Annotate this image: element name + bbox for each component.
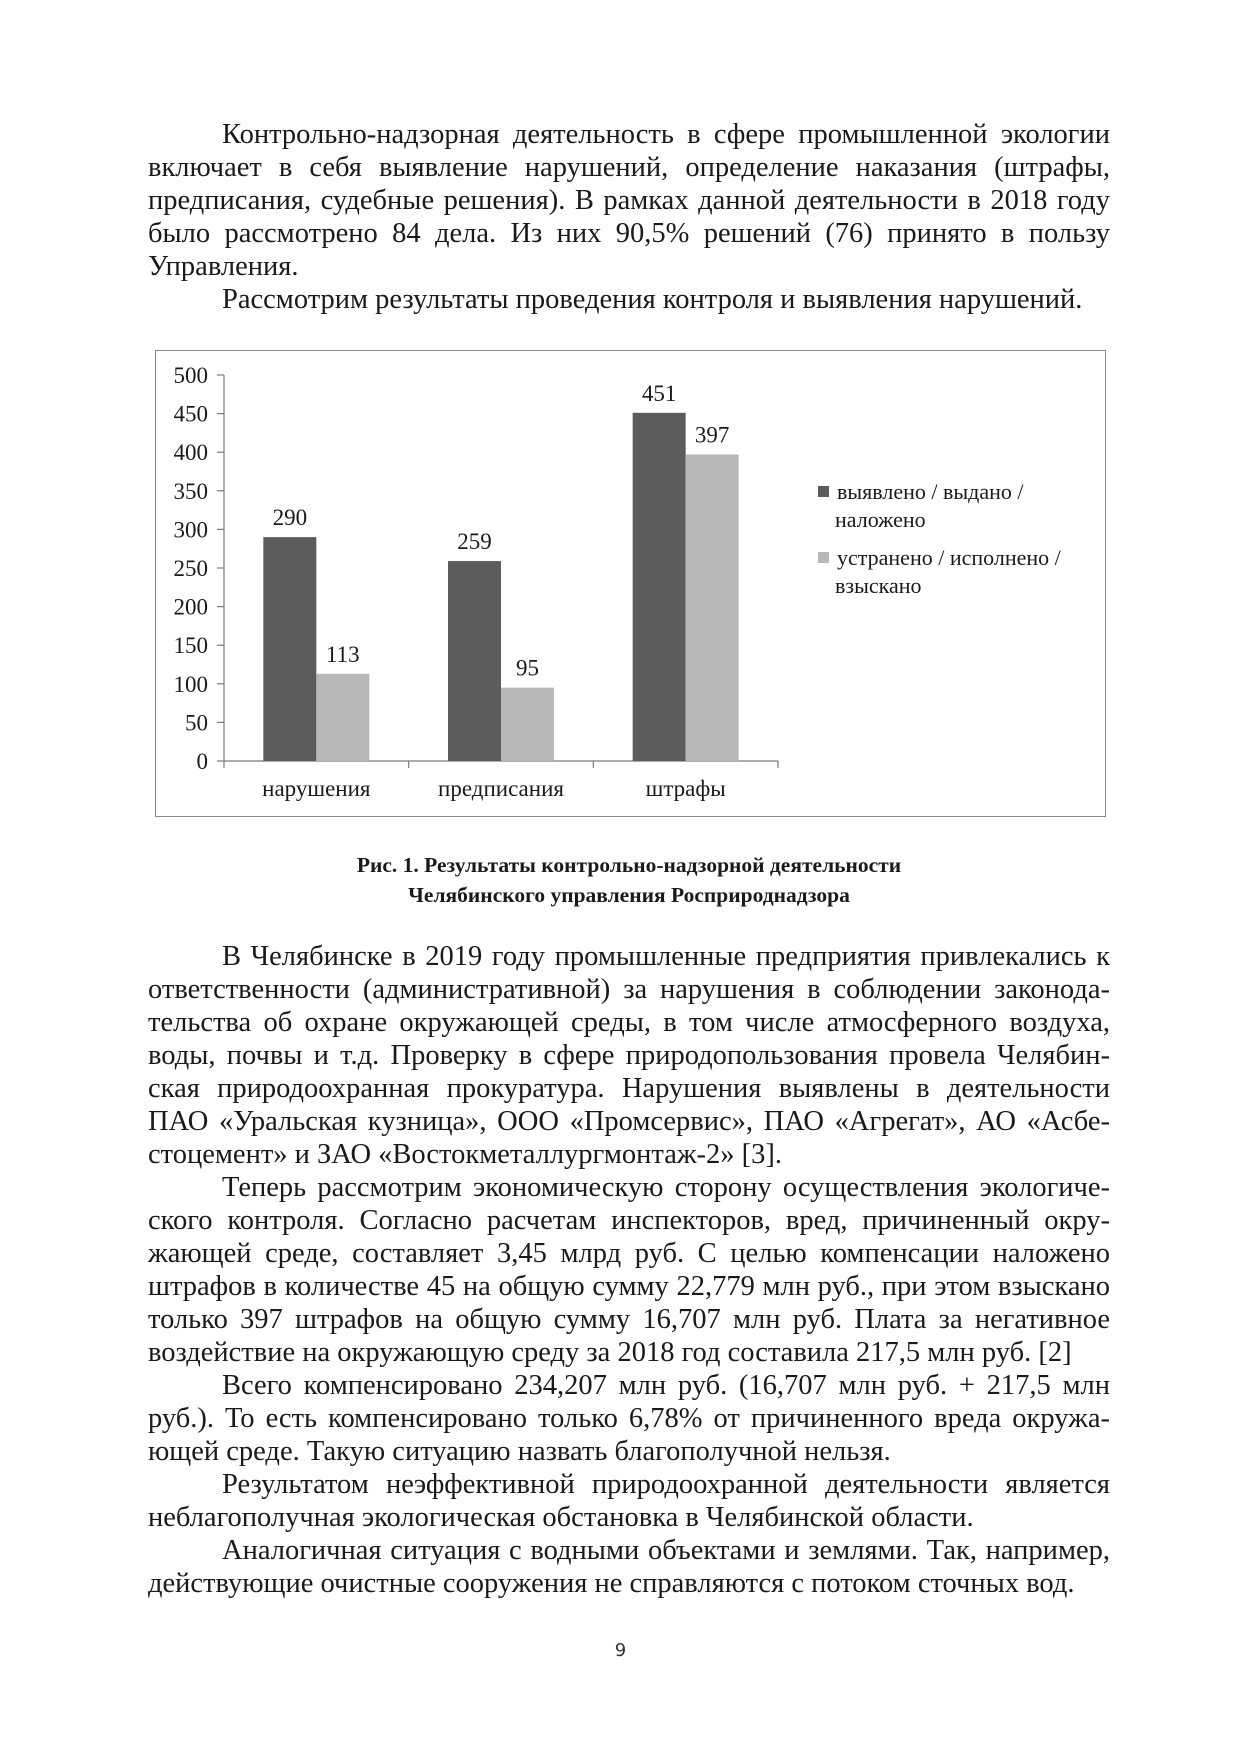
caption-line-2: Челябинского управления Росприроднадзора (408, 883, 850, 907)
page-number: 9 (614, 1640, 627, 1661)
figure-caption (148, 850, 1110, 910)
bar (633, 413, 686, 761)
y-tick-label: 250 (173, 556, 208, 581)
bar-data-label: 451 (641, 380, 677, 406)
paragraph: Аналогичная ситуация с водными объектами и землями. Так, например, действующие очистные сооружения не справляются с потоком сточных вод. (148, 1535, 1110, 1599)
bar-data-label: 290 (272, 505, 308, 531)
bar-data-label: 397 (694, 422, 730, 448)
legend-swatch (818, 552, 829, 563)
y-tick-label: 450 (173, 401, 208, 427)
caption-line-1: Рис. 1. Результаты контрольно-надзорной деятельности (356, 853, 902, 877)
paragraph: В Челябинске в 2019 году промышленные предприятия привлекались к ответственности (административной) за нарушения в соблюдении законодательства об охране окружающей среды, в том числе атмосферного воздуха, воды, почвы и т.д. Проверку в сфере природопользования провела Челябинская природоохранная прокуратура. Нарушения выявлены в деятельности ПАО «Уральская кузница», ООО «Промсервис», ПАО «Агрегат», АО «Асбестоцемент» и ЗАО «Востокметаллургмонтаж-2» [3]. (148, 941, 1110, 1170)
bar-chart (155, 350, 1106, 817)
x-tick-label: штрафы (645, 776, 726, 801)
text-block-bottom (148, 940, 1110, 1600)
bar (686, 455, 739, 761)
bar (316, 674, 369, 761)
y-tick-label: 400 (173, 440, 208, 466)
y-tick-label: 150 (173, 633, 208, 659)
legend-swatch (818, 486, 829, 497)
y-tick-label: 0 (196, 749, 208, 774)
x-tick-label: предписания (438, 776, 564, 801)
bar (501, 688, 554, 761)
y-tick-label: 350 (173, 478, 208, 504)
y-tick-label: 500 (173, 363, 208, 388)
bar-data-label: 95 (516, 655, 539, 681)
paragraph: Теперь рассмотрим экономическую сторону осуществления экологического контроля. Согласно расчетам инспекторов, вред, причиненный окружающей среде, составляет 3,45 млрд руб. С целью компенсации наложено штрафов в количестве 45 на общую сумму 22,779 млн руб., при этом взыскано только 397 штрафов на общую сумму 16,707 млн руб. Плата за негативное воздействие на окружающую среду за 2018 год составила 217,5 млн руб. [2] (148, 1172, 1110, 1368)
paragraph: Рассмотрим результаты проведения контроля и выявления нарушений. (222, 284, 1083, 315)
legend-label: наложено (835, 507, 926, 532)
x-tick-label: нарушения (262, 776, 371, 801)
text-block-top (148, 118, 1110, 316)
paragraph: Контрольно-надзорная деятельность в сфере промышленной экологии включает в себя выявление нарушений, определение наказания (штрафы, предписания, судебные решения). В рамках данной деятельности в 2018 году было рассмотрено 84 дела. Из них 90,5% решений (76) принято в пользу Управления. (148, 119, 1110, 282)
bar-data-label: 113 (326, 641, 360, 667)
y-tick-label: 300 (173, 517, 208, 543)
y-tick-label: 200 (173, 594, 208, 620)
paragraph: Результатом неэффективной природоохранной деятельности является неблагополучная экологическая обстановка в Челябинской области. (148, 1469, 1110, 1533)
legend-label: выявлено / выдано / (837, 479, 1024, 504)
paragraph: Всего компенсировано 234,207 млн руб. (16,707 млн руб. + 217,5 млн руб.). То есть компенсировано только 6,78% от причиненного вреда окружающей среде. Такую ситуацию назвать благополучной нельзя. (148, 1370, 1110, 1467)
legend-label: устранено / исполнено / (837, 545, 1061, 570)
bar-data-label: 259 (457, 529, 492, 555)
bar (448, 561, 501, 761)
bar (263, 537, 316, 761)
y-tick-label: 100 (173, 671, 208, 697)
y-tick-label: 50 (185, 710, 208, 736)
bar-chart-svg (156, 351, 1107, 818)
legend-label: взыскано (835, 573, 922, 598)
